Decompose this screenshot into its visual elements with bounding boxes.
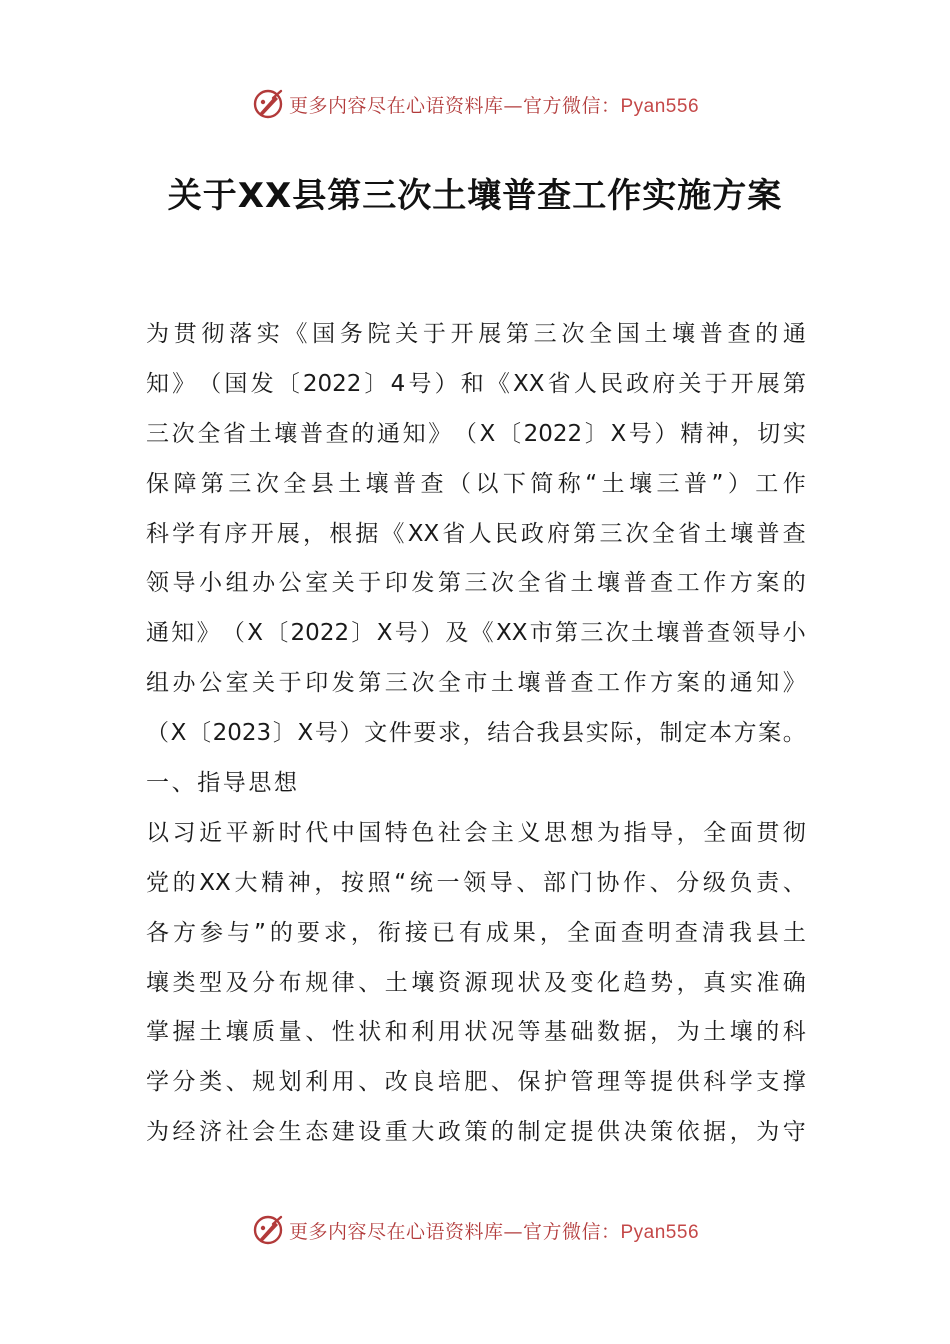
document-body: [146, 310, 806, 1158]
body-line: 为 贯 彻 落 实 《 国 务 院 关 于 开 展 第 三 次 全 国 土 壤 普 查 的 通: [146, 321, 806, 347]
body-line: 通 知 》 （ X 〔 2022 〕 X 号 ） 及 《 XX 市 第 三 次 土 壤 普 查 领 导 小: [146, 620, 806, 647]
section-heading: 一、指导思想: [146, 770, 300, 797]
body-line: 科 学 有 序 开 展 ， 根 据 《 XX 省 人 民 政 府 第 三 次 全 省 土 壤 普 查: [146, 520, 806, 547]
quill-seal-icon: [251, 87, 285, 121]
body-line: 掌 握 土 壤 质 量 、 性 状 和 利 用 状 况 等 基 础 数 据 ， 为 土 壤 的 科: [146, 1019, 806, 1046]
body-line: 保 障 第 三 次 全 县 土 壤 普 查 （ 以 下 简 称 “ 土 壤 三 普 ” ） 工 作: [146, 470, 806, 497]
body-line: 知 》 （ 国 发 〔 2022 〕 4 号 ） 和 《 XX 省 人 民 政 府 关 于 开 展 第: [146, 370, 806, 397]
body-line: 壤 类 型 及 分 布 规 律 、 土 壤 资 源 现 状 及 变 化 趋 势 ， 真 实 准 确: [146, 969, 806, 996]
footer-watermark-banner: [0, 1210, 950, 1250]
body-line: 三 次 全 省 土 壤 普 查 的 通 知 》 （ X 〔 2022 〕 X 号 ） 精 神 ， 切 实: [146, 420, 806, 447]
body-line: 党 的 XX 大 精 神 ， 按 照 “ 统 一 领 导 、 部 门 协 作 、 分 级 负 责 、: [146, 869, 806, 896]
body-line: 以 习 近 平 新 时 代 中 国 特 色 社 会 主 义 思 想 为 指 导 ， 全 面 贯 彻: [146, 819, 806, 846]
body-line: 学 分 类 、 规 划 利 用 、 改 良 培 肥 、 保 护 管 理 等 提 供 科 学 支 撑: [146, 1069, 806, 1096]
quill-seal-icon: [251, 1213, 285, 1247]
header-banner-text: 更多内容尽在心语资料库—官方微信：Pyan556: [288, 94, 700, 117]
body-line: 领 导 小 组 办 公 室 关 于 印 发 第 三 次 全 省 土 壤 普 查 工 作 方 案 的: [146, 570, 806, 597]
header-watermark-banner: [0, 84, 950, 124]
body-line: 为 经 济 社 会 生 态 建 设 重 大 政 策 的 制 定 提 供 决 策 依 据 ， 为 守: [146, 1119, 806, 1146]
document-title: 关于XX县第三次土壤普查工作实施方案: [167, 176, 783, 216]
body-line: （ X 〔 2023 〕 X 号 ） 文 件 要 求 ， 结 合 我 县 实 际 ， 制 定 本 方 案 。: [146, 720, 806, 747]
footer-banner-text: 更多内容尽在心语资料库—官方微信：Pyan556: [288, 1220, 700, 1243]
body-line: 组 办 公 室 关 于 印 发 第 三 次 全 市 土 壤 普 查 工 作 方 案 的 通 知 》: [146, 670, 806, 697]
body-line: 各 方 参 与 ” 的 要 求 ， 衔 接 已 有 成 果 ， 全 面 查 明 查 清 我 县 土: [146, 919, 806, 946]
footer-wechat-id: Pyan556: [620, 1221, 700, 1243]
header-wechat-id: Pyan556: [620, 95, 700, 117]
